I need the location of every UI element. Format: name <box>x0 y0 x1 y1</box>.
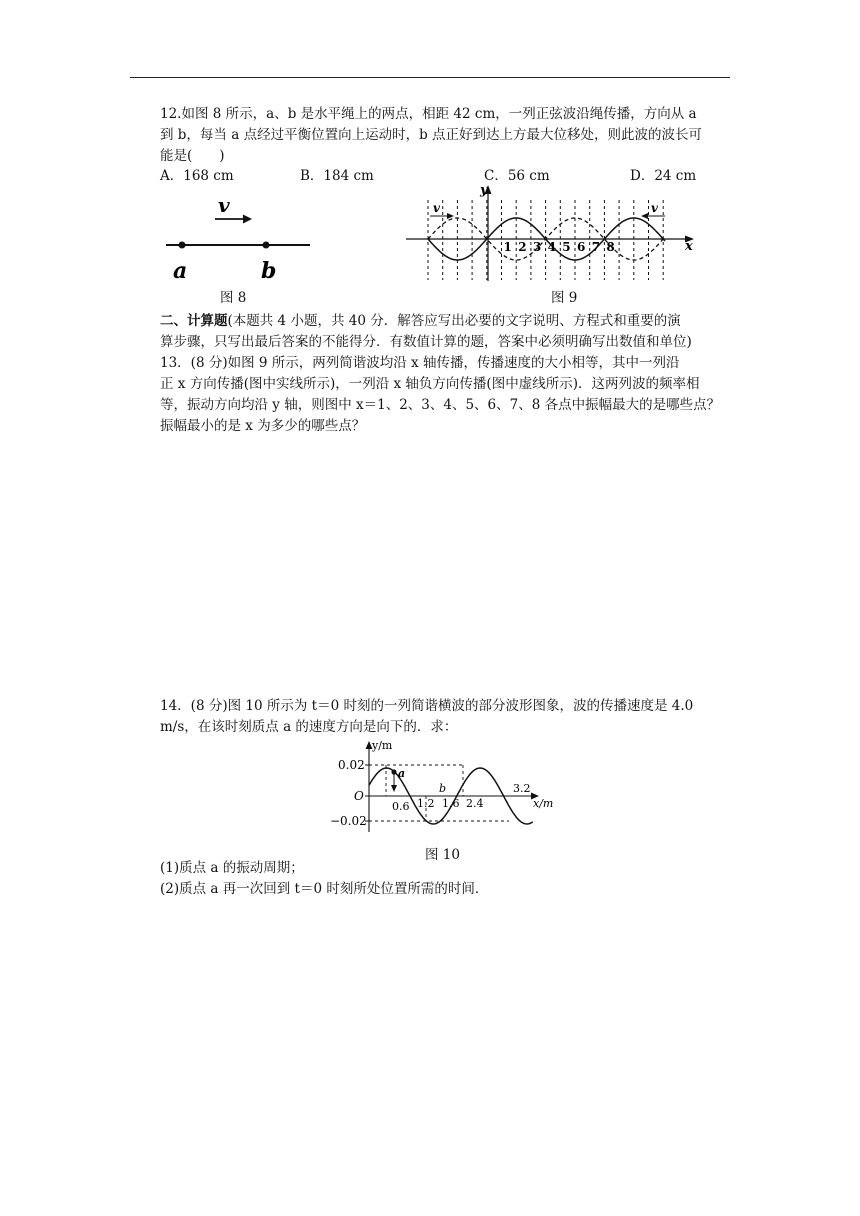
question-12-text <box>160 104 730 167</box>
q13-line-3: 等，振动方向均沿 y 轴，则图中 x＝1、2、3、4、5、6、7、8 各点中振幅最大的是哪些点？ <box>160 397 721 413</box>
figure-9-caption: 图 9 <box>551 290 578 306</box>
tick-label: 7 <box>591 240 601 254</box>
tick-label: 3 <box>532 240 542 254</box>
fig10-tick-0-6: 0.6 <box>392 800 410 813</box>
y-axis-label: y <box>480 183 488 198</box>
fig10-tick-3-2: 3.2 <box>513 782 531 795</box>
section-2-line-1: (本题共 4 小题，共 40 分．解答应写出必要的文字说明、方程式和重要的演 <box>227 313 681 329</box>
question-14-text <box>160 696 730 738</box>
fig10-tick-1-2: 1.2 <box>417 797 435 810</box>
tick-label: 8 <box>606 240 615 254</box>
point-b <box>263 242 270 249</box>
q14-line-1: 14．(8 分)图 10 所示为 t＝0 时刻的一列简谐横波的部分波形图象，波的传播速度是 4.0 <box>160 698 694 714</box>
fig10-y-axis-label: y/m <box>372 739 393 752</box>
figure-9 <box>400 180 700 285</box>
section-2-line-2: 算步骤，只写出最后答案的不能得分．有数值计算的题，答案中必须明确写出数值和单位) <box>160 334 692 350</box>
tick-label: 6 <box>577 240 586 254</box>
q14-sub-2: (2)质点 a 再一次回到 t＝0 时刻所处位置所需的时间． <box>160 881 489 897</box>
label-b: b <box>261 258 277 284</box>
q12-line-2: 到 b，每当 a 点经过平衡位置向上运动时，b 点正好到达上方最大位移处，则此波的波长可 <box>160 127 702 143</box>
fig10-tick-2-4: 2.4 <box>466 797 484 810</box>
q14-sub-1: (1)质点 a 的振动周期； <box>160 860 304 876</box>
point-a-dot <box>391 769 396 774</box>
question-13-text <box>160 353 730 437</box>
figure-8 <box>160 192 320 287</box>
point-a <box>179 242 186 249</box>
q13-line-4: 振幅最小的是 x 为多少的哪些点？ <box>160 418 366 434</box>
figure-8-caption: 图 8 <box>220 290 247 306</box>
header-rule <box>130 77 730 78</box>
q12-line-1: 12.如图 8 所示，a、b 是水平绳上的两点，相距 42 cm，一列正弦波沿绳传播，方向从 a <box>160 106 697 122</box>
question-14-subparts <box>160 858 730 900</box>
q12-line-3: 能是( ) <box>160 148 225 164</box>
option-b: B．184 cm <box>300 168 374 184</box>
label-a: a <box>173 258 188 284</box>
q13-line-1: 13．(8 分)如图 9 所示，两列简谐波均沿 x 轴传播，传播速度的大小相等，其中一列沿 <box>160 355 680 371</box>
velocity-label: v <box>218 193 230 217</box>
x-axis-label: x <box>685 239 693 254</box>
fig10-y-bottom-label: −0.02 <box>330 814 367 828</box>
fig10-point-b-label: b <box>439 782 447 795</box>
tick-label: 4 <box>547 240 556 254</box>
option-d: D．24 cm <box>630 168 697 184</box>
tick-label: 2 <box>518 240 527 254</box>
fig10-y-top-label: 0.02 <box>338 758 365 772</box>
tick-label: 5 <box>562 240 571 254</box>
q13-line-2: 正 x 方向传播(图中实线所示)，一列沿 x 轴负方向传播(图中虚线所示)．这两列波的频率相 <box>160 376 700 392</box>
tick-label: 1 <box>503 240 512 254</box>
velocity-left-label: v <box>433 201 440 215</box>
option-a: A．168 cm <box>160 168 234 184</box>
figure-10 <box>325 737 565 837</box>
q14-line-2: m/s，在该时刻质点 a 的速度方向是向下的．求： <box>160 719 458 735</box>
fig10-tick-1-6: 1.6 <box>442 797 460 810</box>
figure-10-caption: 图 10 <box>425 847 460 863</box>
section-2-heading: 二、计算题 <box>160 313 228 329</box>
fig10-point-a-label: a <box>398 767 406 780</box>
velocity-right-label: v <box>651 201 658 215</box>
section-2-intro <box>160 311 730 353</box>
fig10-origin-label: O <box>354 789 364 803</box>
option-c: C．56 cm <box>484 168 550 184</box>
fig10-x-axis-label: x/m <box>533 797 554 810</box>
